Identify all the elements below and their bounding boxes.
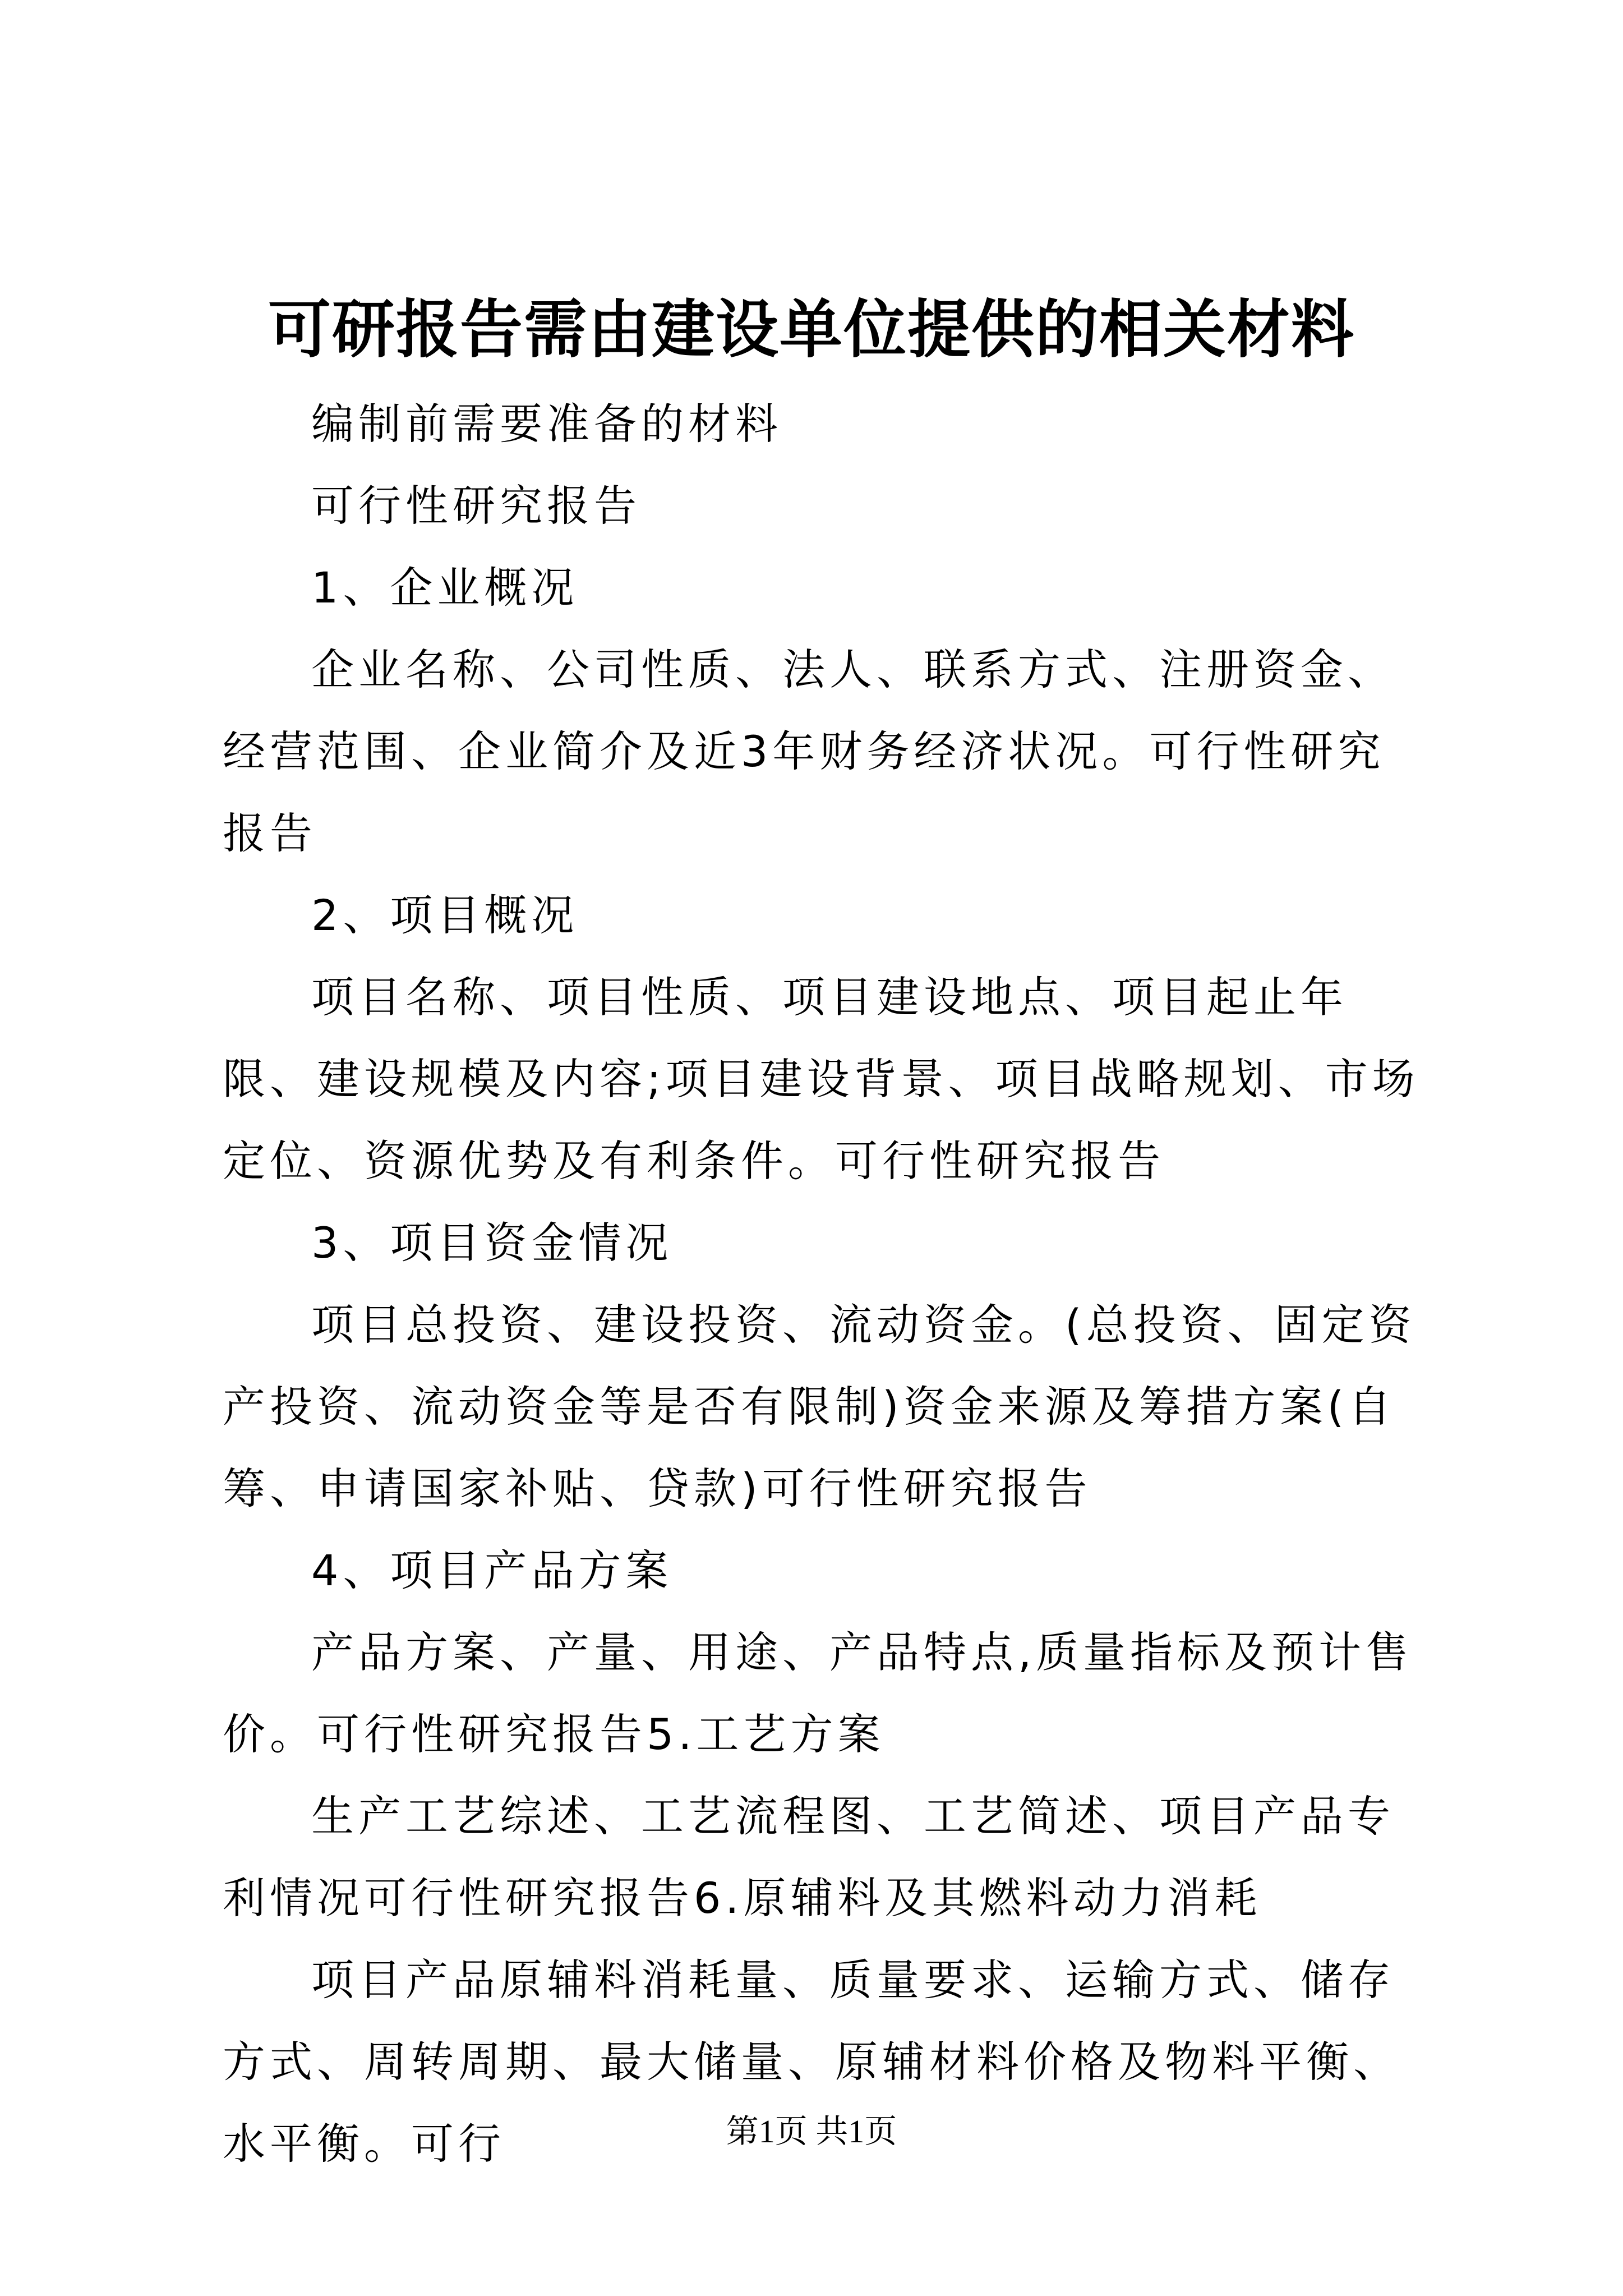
section-heading-product-plan: 4、项目产品方案 bbox=[311, 1545, 673, 1595]
paragraph-prep-materials: 编制前需要准备的材料 bbox=[311, 399, 782, 449]
section-heading-project-funds: 3、项目资金情况 bbox=[311, 1218, 673, 1268]
section-heading-company-overview: 1、企业概况 bbox=[311, 563, 579, 613]
paragraph-feasibility-report: 可行性研究报告 bbox=[311, 481, 641, 531]
paragraph-process-plan: 生产工艺综述、工艺流程图、工艺简述、项目产品专利情况可行性研究报告6.原辅料及其燃料动力消耗 bbox=[223, 1791, 1395, 1923]
paragraph-project-funds: 项目总投资、建设投资、流动资金。(总投资、固定资产投资、流动资金等是否有限制)资金来源及筹措方案(自筹、申请国家补贴、贷款)可行性研究报告 bbox=[223, 1300, 1416, 1513]
paragraph-product-plan: 产品方案、产量、用途、产品特点,质量指标及预计售价。可行性研究报告5.工艺方案 bbox=[223, 1627, 1413, 1759]
paragraph-company-overview: 企业名称、公司性质、法人、联系方式、注册资金、经营范围、企业简介及近3年财务经济状况。可行性研究报告 bbox=[223, 645, 1395, 858]
document-body bbox=[223, 383, 1428, 2185]
paragraph-raw-materials: 项目产品原辅料消耗量、质量要求、运输方式、储存方式、周转周期、最大储量、原辅材料价格及物料平衡、水平衡。可行 bbox=[223, 1955, 1400, 2169]
page-number-footer: 第1页 共1页 bbox=[726, 2113, 897, 2150]
section-heading-project-overview: 2、项目概况 bbox=[311, 890, 579, 940]
document-title: 可研报告需由建设单位提供的相关材料 bbox=[268, 293, 1355, 366]
paragraph-project-overview: 项目名称、项目性质、项目建设地点、项目起止年限、建设规模及内容;项目建设背景、项目战略规划、市场定位、资源优势及有利条件。可行性研究报告 bbox=[223, 972, 1419, 1186]
